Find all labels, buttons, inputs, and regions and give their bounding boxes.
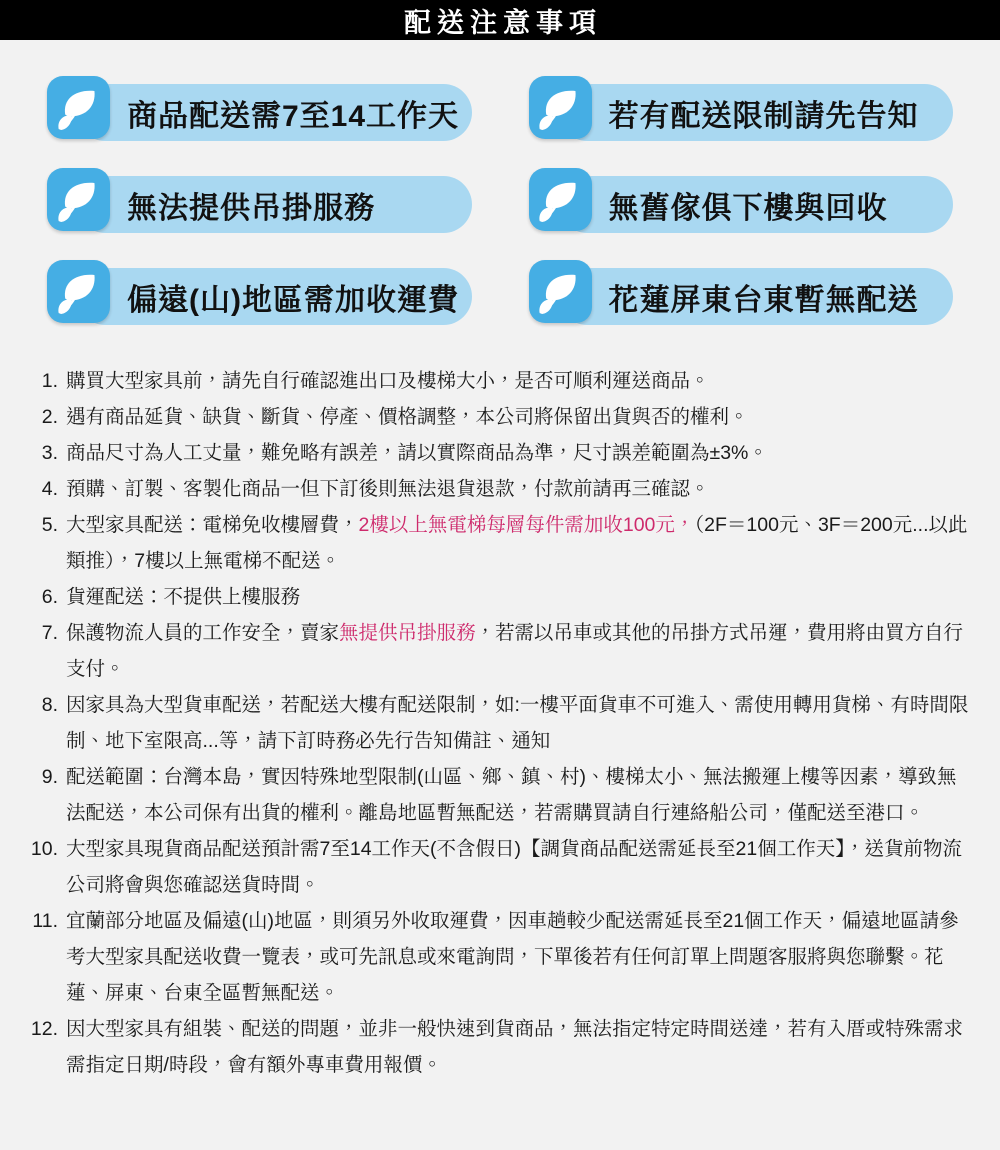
list-item-number: 1.: [41, 370, 58, 392]
leaf-icon: [47, 168, 110, 231]
delivery-badge: [47, 76, 472, 141]
badge-pill: [77, 176, 472, 233]
list-item: [24, 831, 972, 903]
list-item-number: 8.: [41, 694, 58, 716]
list-item-text: [66, 363, 972, 399]
list-item: [24, 507, 972, 579]
list-item-number: 11.: [32, 910, 58, 932]
badge-label: 花蓮屏東台東暫無配送: [608, 283, 919, 317]
list-item: [24, 471, 972, 507]
list-item: [24, 903, 972, 1011]
badge-label: 無舊傢俱下樓與回收: [608, 191, 888, 225]
badge-pill: [559, 176, 954, 233]
list-item-number: 4.: [41, 478, 58, 500]
note-text-segment: 大型家具配送：電梯免收樓層費，: [66, 514, 359, 536]
note-text-segment: 預購、訂製、客製化商品一但下訂後則無法退貨退款，付款前請再三確認。: [66, 478, 710, 500]
badge-pill: [559, 84, 954, 141]
page-header: [0, 0, 1000, 40]
delivery-badge: [529, 168, 954, 233]
note-text-segment: 宜蘭部分地區及偏遠(山)地區，則須另外收取運費，因車趟較少配送需延長至21個工作天，偏遠地區請參考大型家具配送收費一覽表，或可先訊息或來電詢問，下單後若有任何訂單上問題客服將與您聯繫。花蓮、屏東、台東全區暫無配送。: [66, 910, 959, 1004]
leaf-icon: [47, 76, 110, 139]
note-text-segment: 配送範圍：台灣本島，實因特殊地型限制(山區、鄉、鎮、村)、樓梯太小、無法搬運上樓等因素，導致無法配送，本公司保有出貨的權利。離島地區暫無配送，若需購買請自行連絡船公司，僅配送至港口。: [66, 766, 957, 824]
list-item: [24, 759, 972, 831]
list-item-text: [66, 471, 972, 507]
badge-label: 商品配送需7至14工作天: [127, 99, 460, 133]
delivery-badge-grid: [47, 76, 953, 325]
note-text-segment: 大型家具現貨商品配送預計需7至14工作天(不含假日)【調貨商品配送需延長至21個工作天】，送貨前物流公司將會與您確認送貨時間。: [66, 838, 962, 896]
leaf-icon: [529, 260, 592, 323]
list-item-text: [66, 435, 972, 471]
list-item-number: 10.: [30, 838, 58, 860]
list-item-text: [66, 759, 972, 831]
badge-label: 偏遠(山)地區需加收運費: [127, 283, 459, 317]
note-text-segment: ，若需以吊車或其他的吊掛方式吊運，費用將由買方自行支付。: [66, 622, 964, 680]
note-accent-text: 2樓以上無電梯每層每件需加收100元，: [358, 514, 695, 536]
list-item-text: [66, 399, 972, 435]
badge-pill: [77, 84, 472, 141]
list-item-text: [66, 507, 972, 579]
delivery-badge: [47, 168, 472, 233]
list-item: [24, 363, 972, 399]
note-text-segment: 購買大型家具前，請先自行確認進出口及樓梯大小，是否可順利運送商品。: [66, 370, 710, 392]
note-text-segment: 貨運配送：不提供上樓服務: [66, 586, 301, 608]
badge-pill: [559, 268, 954, 325]
note-text-segment: 因大型家具有組裝、配送的問題，並非一般快速到貨商品，無法指定特定時間送達，若有入厝或特殊需求需指定日期/時段，會有額外專車費用報價。: [66, 1018, 964, 1076]
list-item: [24, 687, 972, 759]
leaf-icon: [529, 76, 592, 139]
list-item-text: [66, 903, 972, 1011]
list-item-text: [66, 1011, 972, 1083]
badge-pill: [77, 268, 472, 325]
list-item: [24, 615, 972, 687]
note-text-segment: 因家具為大型貨車配送，若配送大樓有配送限制，如:一樓平面貨車不可進入、需使用轉用貨梯、有時間限制、地下室限高...等，請下訂時務必先行告知備註、通知: [66, 694, 969, 752]
delivery-badge: [47, 260, 472, 325]
list-item: [24, 435, 972, 471]
list-item-text: [66, 831, 972, 903]
page-title: 配送注意事項: [404, 7, 602, 38]
leaf-icon: [529, 168, 592, 231]
list-item-number: 2.: [41, 406, 58, 428]
delivery-badge: [529, 260, 954, 325]
notes-list: [24, 363, 972, 1119]
list-item-number: 9.: [41, 766, 58, 788]
list-item: [24, 1011, 972, 1083]
list-item-number: 7.: [41, 622, 58, 644]
badge-label: 無法提供吊掛服務: [127, 191, 375, 225]
note-accent-text: 無提供吊掛服務: [339, 622, 476, 644]
note-text-segment: （2F＝100元、3F＝200元...以此類推），7樓以上無電梯不配送。: [66, 514, 968, 572]
list-item: [24, 579, 972, 615]
note-text-segment: 保護物流人員的工作安全，賣家: [66, 622, 340, 644]
list-item-number: 6.: [41, 586, 58, 608]
note-text-segment: 遇有商品延貨、缺貨、斷貨、停產、價格調整，本公司將保留出貨與否的權利。: [66, 406, 749, 428]
list-item: [24, 399, 972, 435]
leaf-icon: [47, 260, 110, 323]
list-item-number: 5.: [41, 514, 58, 536]
list-item-number: 12.: [30, 1018, 58, 1040]
list-item-text: [66, 615, 972, 687]
delivery-badge: [529, 76, 954, 141]
list-item-number: 3.: [41, 442, 58, 464]
note-text-segment: 商品尺寸為人工丈量，難免略有誤差，請以實際商品為準，尺寸誤差範圍為±3%。: [66, 442, 768, 464]
list-item-text: [66, 687, 972, 759]
list-item-text: [66, 579, 972, 615]
badge-label: 若有配送限制請先告知: [608, 99, 919, 133]
